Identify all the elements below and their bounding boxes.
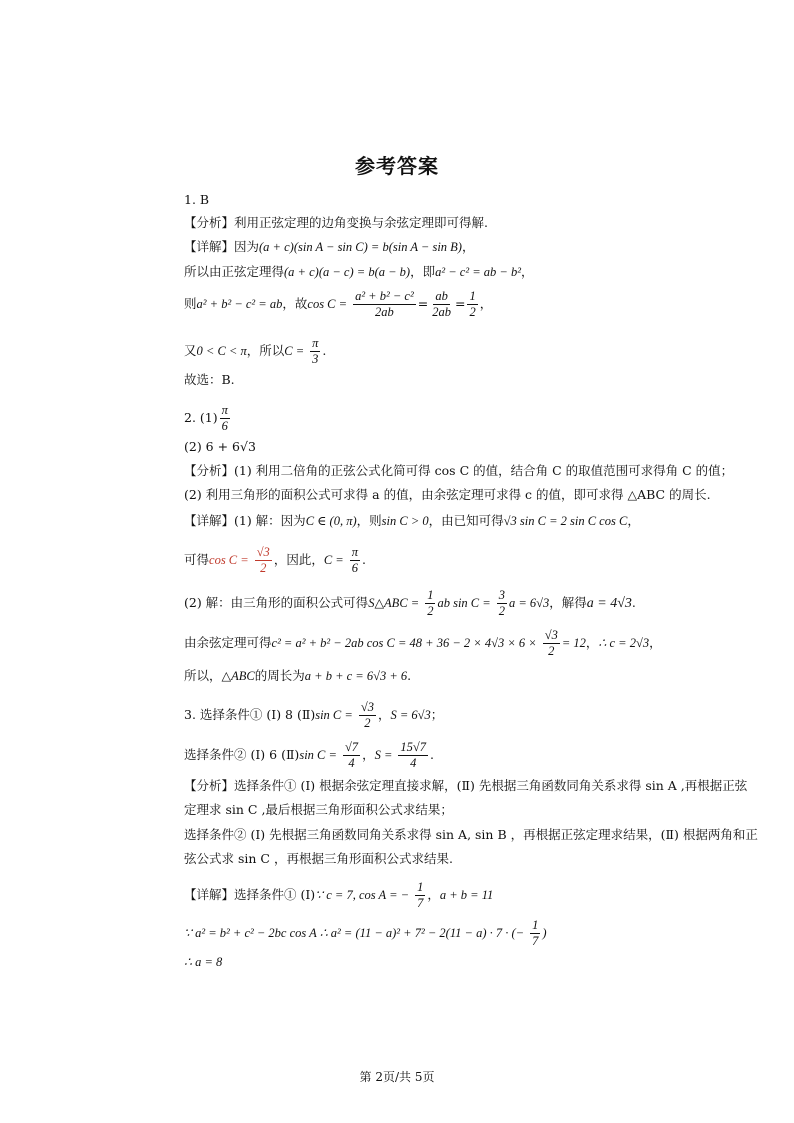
analysis-3-line-4: 弦公式求 sin C ，再根据三角形面积公式求结果. bbox=[184, 851, 453, 866]
formula: a = 4√3 bbox=[586, 596, 632, 611]
denominator: 2 bbox=[498, 604, 505, 618]
answer-1: 1. B bbox=[184, 192, 210, 207]
formula: (a + c)(a − c) = b(a − b) bbox=[284, 265, 411, 279]
detail-1-line-2 bbox=[184, 263, 533, 281]
detail-2-line-1 bbox=[184, 512, 640, 530]
fraction bbox=[343, 740, 360, 771]
text: ， bbox=[479, 296, 493, 311]
denominator: 6 bbox=[221, 419, 228, 433]
formula: √3 sin C = 2 sin C cos C bbox=[503, 514, 628, 528]
equals: = bbox=[417, 296, 429, 311]
text: ，所以 bbox=[246, 343, 285, 358]
fraction bbox=[359, 700, 376, 731]
detail-1-line-4 bbox=[184, 336, 326, 367]
formula: △ABC bbox=[221, 669, 255, 683]
fraction bbox=[497, 588, 507, 619]
text: 3. 选择条件① (Ⅰ) 8 (Ⅱ) bbox=[184, 707, 316, 722]
text: . bbox=[361, 552, 366, 567]
fraction bbox=[220, 403, 230, 434]
detail-2-line-2 bbox=[184, 545, 366, 576]
answer-3-condition-2 bbox=[184, 740, 434, 771]
formula: c² = a² + b² − 2ab cos C = 48 + 36 − 2 × 4√3 × 6 × bbox=[271, 636, 537, 650]
text: 选择条件② (Ⅰ) 6 (Ⅱ) bbox=[184, 747, 300, 762]
denominator: 2ab bbox=[375, 305, 394, 319]
analysis-1: 【分析】利用正弦定理的边角变换与余弦定理即可得解. bbox=[184, 215, 488, 230]
detail-3-line-2 bbox=[184, 918, 547, 949]
answer-2-part-1 bbox=[184, 403, 232, 434]
equals: = bbox=[454, 296, 466, 311]
text: ， bbox=[461, 239, 475, 254]
formula: a = 6√3 bbox=[508, 596, 550, 610]
numerator: 1 bbox=[469, 289, 476, 303]
detail-1-line-3 bbox=[184, 289, 492, 320]
fraction bbox=[425, 588, 435, 619]
fraction bbox=[415, 880, 425, 911]
formula: sin C > 0 bbox=[381, 514, 429, 528]
text: ， bbox=[585, 635, 599, 650]
denominator: 7 bbox=[417, 896, 424, 910]
denominator: 2ab bbox=[432, 305, 451, 319]
formula: S = 6√3 bbox=[390, 708, 431, 722]
numerator: π bbox=[312, 336, 319, 350]
formula: C ∈ (0, π) bbox=[305, 514, 357, 528]
formula: a² − c² = ab − b² bbox=[435, 265, 521, 279]
detail-3-line-1 bbox=[184, 880, 493, 911]
denominator: 2 bbox=[260, 561, 267, 575]
text: ，由已知可得 bbox=[428, 513, 504, 528]
page-footer: 第 2页/共 5页 bbox=[359, 1070, 435, 1084]
numerator: ab bbox=[435, 289, 448, 303]
formula: a² + b² − c² = ab bbox=[196, 297, 283, 311]
text: . bbox=[322, 343, 327, 358]
formula: = 12 bbox=[561, 636, 586, 650]
answer-3-condition-1 bbox=[184, 700, 443, 731]
numerator: a² + b² − c² bbox=[355, 289, 414, 303]
text: 所以， bbox=[184, 668, 222, 683]
text: ， bbox=[377, 707, 391, 722]
text: 2. (1) bbox=[184, 410, 218, 425]
formula: S = bbox=[374, 748, 393, 762]
analysis-2-line-1: 【分析】(1) 利用二倍角的正弦公式化简可得 cos C 的值，结合角 C 的取值范围可求得角 C 的值； bbox=[184, 463, 734, 478]
page-title: 参考答案 bbox=[355, 154, 439, 178]
text: ； bbox=[430, 707, 444, 722]
formula: ab sin C = bbox=[437, 596, 491, 610]
numerator: √7 bbox=[344, 740, 359, 754]
text: ，因此， bbox=[273, 552, 324, 567]
detail-1-line-1 bbox=[184, 238, 475, 256]
text: ，故 bbox=[282, 296, 308, 311]
text: (2) 解：由三角形的面积公式可得 bbox=[184, 595, 369, 610]
text: 的周长为 bbox=[254, 668, 305, 683]
formula: sin C = bbox=[315, 708, 353, 722]
formula: a + b + c = 6√3 + 6 bbox=[304, 669, 408, 683]
numerator: π bbox=[221, 403, 228, 417]
numerator: √3 bbox=[544, 628, 558, 642]
numerator: √3 bbox=[256, 545, 270, 559]
numerator: π bbox=[351, 545, 358, 559]
formula: 0 < C < π bbox=[196, 344, 247, 358]
fraction bbox=[530, 918, 540, 949]
analysis-2-line-2: (2) 利用三角形的面积公式可求得 a 的值，由余弦定理可求得 c 的值，即可求得 △ABC 的周长. bbox=[184, 487, 711, 502]
denominator: 2 bbox=[427, 604, 434, 618]
highlighted-fraction bbox=[255, 545, 272, 576]
formula: cos C = bbox=[307, 297, 348, 311]
fraction bbox=[398, 740, 428, 771]
formula: ∵ a² = b² + c² − 2bc cos A ∴ a² = (11 − a)² + 7² − 2(11 − a) · 7 · (− bbox=[184, 926, 525, 940]
numerator: 3 bbox=[498, 588, 505, 602]
analysis-3-line-2: 定理求 sin C ,最后根据三角形面积公式求结果； bbox=[184, 802, 453, 817]
denominator: 2 bbox=[548, 644, 555, 658]
answer-2-part-2: (2) 6 + 6√3 bbox=[184, 439, 256, 454]
formula: ∴ c = 2√3 bbox=[598, 636, 650, 650]
text: 则 bbox=[184, 296, 197, 311]
numerator: 1 bbox=[427, 588, 434, 602]
denominator: 2 bbox=[469, 305, 476, 319]
denominator: 4 bbox=[348, 756, 355, 770]
fraction bbox=[430, 289, 453, 320]
formula: ∵ c = 7, cos A = − bbox=[315, 888, 410, 902]
numerator: 1 bbox=[532, 918, 539, 932]
formula: C = bbox=[284, 344, 305, 358]
text: . bbox=[430, 747, 434, 762]
fraction bbox=[467, 289, 477, 320]
text: 【详解】(1) 解：因为 bbox=[184, 513, 306, 528]
analysis-3-line-3: 选择条件② (Ⅰ) 先根据三角函数同角关系求得 sin A, sin B ，再根据正弦定理求结果，(Ⅱ) 根据两角和正 bbox=[184, 827, 758, 842]
highlighted-formula: cos C = bbox=[209, 553, 249, 567]
text: ，即 bbox=[410, 264, 436, 279]
choice-1: 故选：B. bbox=[184, 372, 235, 387]
text: 可得 bbox=[184, 552, 210, 567]
formula: (a + c)(sin A − sin C) = b(sin A − sin B) bbox=[259, 240, 462, 254]
text: ， bbox=[520, 264, 534, 279]
text: ， bbox=[649, 635, 662, 650]
text: . bbox=[407, 668, 412, 683]
formula: ) bbox=[542, 926, 547, 940]
fraction bbox=[350, 545, 360, 576]
denominator: 4 bbox=[410, 756, 417, 770]
formula: S△ABC = bbox=[368, 596, 420, 610]
text: ，则 bbox=[356, 513, 382, 528]
denominator: 2 bbox=[364, 716, 371, 730]
analysis-3-line-1: 【分析】选择条件① (Ⅰ) 根据余弦定理直接求解，(Ⅱ) 先根据三角函数同角关系求得 sin A ,再根据正弦 bbox=[184, 778, 748, 793]
text: ， bbox=[627, 513, 640, 528]
detail-2-line-5 bbox=[184, 667, 411, 685]
denominator: 6 bbox=[351, 561, 358, 575]
numerator: 1 bbox=[417, 880, 424, 894]
text: 【详解】因为 bbox=[184, 239, 260, 254]
numerator: 15√7 bbox=[400, 740, 426, 754]
detail-2-line-4 bbox=[184, 628, 662, 659]
text: . bbox=[631, 595, 636, 610]
text: 由余弦定理可得 bbox=[184, 635, 272, 650]
formula: C = bbox=[323, 553, 344, 567]
text: 所以由正弦定理得 bbox=[184, 264, 285, 279]
denominator: 7 bbox=[532, 934, 539, 948]
numerator: √3 bbox=[360, 700, 374, 714]
formula: a + b = 11 bbox=[439, 888, 494, 902]
fraction bbox=[543, 628, 560, 659]
text: 【详解】选择条件① (Ⅰ) bbox=[184, 887, 316, 902]
text: ， bbox=[427, 887, 440, 902]
text: ，解得 bbox=[549, 595, 587, 610]
text: ， bbox=[362, 747, 375, 762]
fraction bbox=[353, 289, 416, 320]
text: 又 bbox=[184, 343, 197, 358]
denominator: 3 bbox=[312, 352, 319, 366]
fraction bbox=[310, 336, 320, 367]
formula: sin C = bbox=[299, 748, 337, 762]
detail-3-line-3: ∴ a = 8 bbox=[184, 955, 223, 969]
detail-2-line-3 bbox=[184, 588, 636, 619]
